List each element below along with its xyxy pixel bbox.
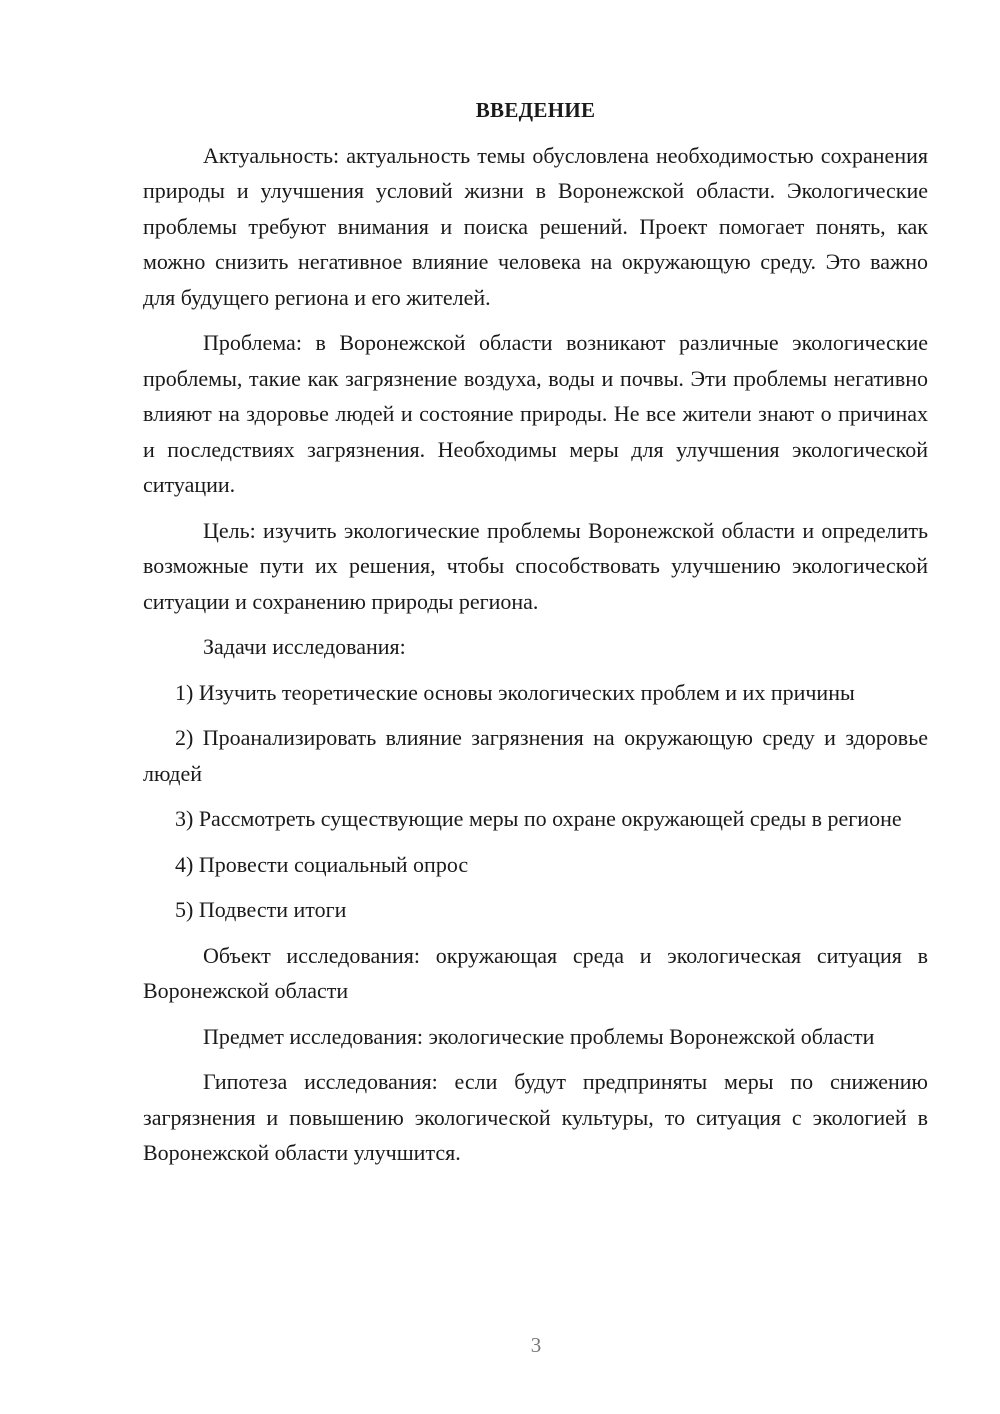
page-number: 3: [530, 1333, 542, 1357]
relevance-paragraph: Актуальность: актуальность темы обусловлена необходимостью сохранения природы и улучшения условий жизни в Воронежской области. Экологические проблемы требуют внимания и поиска решений. Проект помогает понять, как можно снизить негативное влияние человека на окружающую среду. Это важно для будущего региона и его жителей.: [143, 142, 928, 310]
task-item-4: 4) Провести социальный опрос: [175, 851, 469, 877]
subject-paragraph: Предмет исследования: экологические проблемы Воронежской области: [203, 1023, 875, 1049]
document-page: [143, 93, 928, 1181]
problem-paragraph: Проблема: в Воронежской области возникают различные экологические проблемы, такие как загрязнение воздуха, воды и почвы. Эти проблемы негативно влияют на здоровье людей и состояние природы. Не все жители знают о причинах и последствиях загрязнения. Необходимы меры для улучшения экологической ситуации.: [143, 330, 928, 497]
page-title: ВВЕДЕНИЕ: [475, 98, 596, 122]
task-item-1: 1) Изучить теоретические основы экологических проблем и их причины: [175, 679, 855, 705]
task-item-5: 5) Подвести итоги: [175, 897, 347, 922]
tasks-heading: Задачи исследования:: [203, 634, 406, 659]
task-item-2: 2) Проанализировать влияние загрязнения на окружающую среду и здоровье людей: [143, 725, 928, 786]
task-item-3: 3) Рассмотреть существующие меры по охране окружающей среды в регионе: [175, 806, 902, 831]
object-paragraph: Объект исследования: окружающая среда и экологическая ситуация в Воронежской области: [143, 942, 928, 1003]
hypothesis-paragraph: Гипотеза исследования: если будут предприняты меры по снижению загрязнения и повышению экологической культуры, то ситуация с экологией в Воронежской области улучшится.: [143, 1069, 928, 1165]
goal-paragraph: Цель: изучить экологические проблемы Воронежской области и определить возможные пути их решения, чтобы способствовать улучшению экологической ситуации и сохранению природы региона.: [143, 517, 928, 614]
